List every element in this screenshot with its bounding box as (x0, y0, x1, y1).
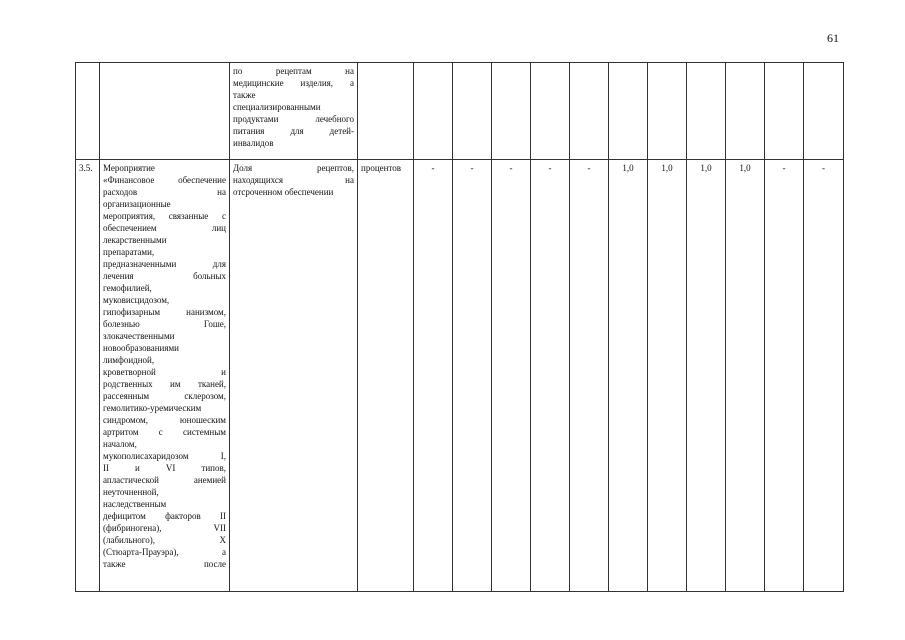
text-line: мукополисахаридозом I, (103, 451, 226, 461)
row-number-cell: 3.5. (76, 160, 100, 592)
value-cell (492, 63, 531, 160)
indicator-cell (230, 63, 358, 160)
value-cell: - (531, 160, 570, 592)
text-line: препаратами, (103, 247, 155, 257)
text-line: кроветворной и (103, 367, 226, 377)
text-line: предназначенными для (103, 259, 226, 269)
value-cell (609, 63, 648, 160)
value-cell: 1,0 (687, 160, 726, 592)
text-line: также после (103, 559, 226, 569)
value-cell: - (453, 160, 492, 592)
text-line: рассеянным склерозом, (103, 391, 226, 401)
text-line: расходов на (103, 187, 226, 197)
indicators-table (75, 62, 844, 592)
value-cell (765, 63, 804, 160)
text-line: питания для детей- (233, 126, 354, 136)
text-line: II и VI типов, (103, 463, 226, 473)
text-line: (лабильного), X (103, 535, 226, 545)
value-cell: - (414, 160, 453, 592)
text-line: «Финансовое обеспечение (103, 175, 226, 185)
value-cell (726, 63, 765, 160)
value-cell (804, 63, 844, 160)
value-cell: 1,0 (726, 160, 765, 592)
text-line: апластической анемией (103, 475, 226, 485)
value-cell: - (570, 160, 609, 592)
event-cell (100, 160, 230, 592)
text-line: злокачественными (103, 331, 175, 341)
table-row-3-5 (76, 160, 844, 592)
indicator-cell (230, 160, 358, 592)
text-line: гипофизарным нанизмом, (103, 307, 226, 317)
value-cell: - (804, 160, 844, 592)
text-line: продуктами лечебного (233, 114, 354, 124)
value-cell: 1,0 (609, 160, 648, 592)
text-line: лечения больных (103, 271, 226, 281)
value-cell (414, 63, 453, 160)
text-line: новообразованиями (103, 343, 179, 353)
value-cell (570, 63, 609, 160)
text-line: синдромом, юношеским (103, 415, 226, 425)
page-number: 61 (827, 31, 839, 45)
text-line: по рецептам на (233, 66, 354, 76)
value-cell (687, 63, 726, 160)
text-line: Мероприятие (103, 163, 155, 173)
text-line: отсроченном обеспечении (233, 187, 334, 197)
row-number-cell (76, 63, 100, 160)
text-line: Доля рецептов, (233, 163, 354, 173)
text-line: находящихся на (233, 175, 354, 185)
text-line: также (233, 90, 256, 100)
text-line: наследственным (103, 499, 167, 509)
text-line: гемофилией, (103, 283, 152, 293)
text-line: началом, (103, 439, 137, 449)
event-cell (100, 63, 230, 160)
unit-cell: процентов (358, 160, 414, 592)
value-cell: - (492, 160, 531, 592)
text-line: дефицитом факторов II (103, 511, 226, 521)
text-line: родственных им тканей, (103, 379, 226, 389)
text-line: (фибриногена), VII (103, 523, 226, 533)
text-line: муковисцидозом, (103, 295, 170, 305)
unit-cell (358, 63, 414, 160)
text-line: специализированными (233, 102, 321, 112)
text-line: гемолитико-уремическим (103, 403, 202, 413)
value-cell: 1,0 (648, 160, 687, 592)
text-line: неуточненной, (103, 487, 159, 497)
text-line: обеспечением лиц (103, 223, 226, 233)
text-line: мероприятия, связанные с (103, 211, 226, 221)
value-cell (648, 63, 687, 160)
text-line: лимфоидной, (103, 355, 155, 365)
text-line: инвалидов (233, 138, 274, 148)
value-cell (531, 63, 570, 160)
value-cell: - (765, 160, 804, 592)
text-line: медицинские изделия, а (233, 78, 354, 88)
value-cell (453, 63, 492, 160)
text-line: болезнью Гоше, (103, 319, 226, 329)
text-line: организационные (103, 199, 171, 209)
text-line: (Стюарта-Прауэра), а (103, 547, 226, 557)
table-row-continuation (76, 63, 844, 160)
text-line: лекарственными (103, 235, 167, 245)
text-line: артритом с системным (103, 427, 226, 437)
